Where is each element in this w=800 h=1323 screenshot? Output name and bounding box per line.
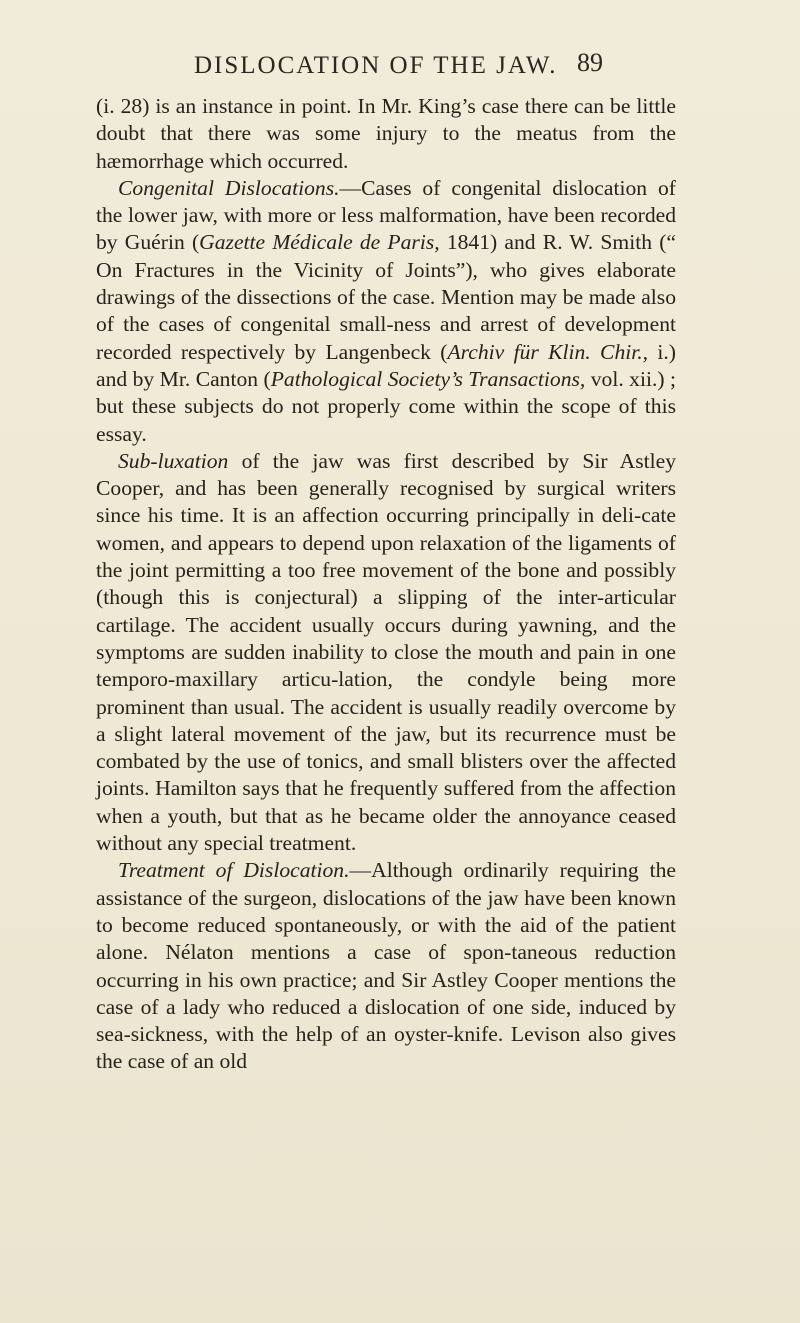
paragraph [96, 175, 676, 448]
text-run: (i. 28) is an instance in point. In Mr. King’s case there can be little doubt that there was some injury to the meatus from the hæmorrhage which occurred. [96, 94, 676, 173]
running-head: DISLOCATION OF THE JAW. [194, 52, 558, 79]
text-run: i.) and by Mr. Canton ( [96, 339, 676, 391]
italic-text-run: Congenital Dislocations. [118, 175, 340, 200]
italic-text-run: Treatment of Dislocation. [118, 858, 350, 883]
text-run: —Cases of congenital dislocation of the lower jaw, with more or less malformation, have been recorded by Guérin ( [96, 175, 676, 255]
page-number: 89 [577, 48, 603, 77]
italic-text-run: Gazette Médicale de Paris, [199, 230, 440, 255]
text-run: —Although ordinarily requiring the assistance of the surgeon, dislocations of the jaw have been known to become reduced spontaneously, or with the aid of the patient alone. Nélaton mentions a case of spon-taneous reduction occurring in his own practice; and Sir Astley Cooper mentions the case of a lady who reduced a dislocation of one side, induced by sea-sickness, with the help of an oyster-knife. Levison also gives the case of an old [96, 858, 676, 1074]
text-run: 1841) and R. W. Smith (“ On Fractures in the Vicinity of Joints”), who gives elaborate drawings of the dissections of the case. Mention may be made also of the cases of congenital small-ness and arrest of development recorded respectively by Langenbeck ( [96, 230, 676, 364]
paragraph [96, 448, 676, 857]
paragraph [96, 857, 676, 1075]
page-header [0, 48, 800, 86]
text-run: of the jaw was first described by Sir Astley Cooper, and has been generally recognised by surgical writers since his time. It is an affection occurring principally in deli-cate women, and appears to depend upon relaxation of the ligaments of the joint permitting a too free movement of the bone and possibly (though this is conjectural) a slipping of the inter-articular cartilage. The accident usually occurs during yawning, and the symptoms are sudden inability to close the mouth and pain in one temporo-maxillary articu-lation, the condyle being more prominent than usual. The accident is usually readily overcome by a slight lateral movement of the jaw, but its recurrence must be combated by the use of tonics, and small blisters over the affected joints. Hamilton says that he frequently suffered from the affection when a youth, but that as he became older the annoyance ceased without any special treatment. [96, 448, 676, 856]
italic-text-run: Sub-luxation [118, 448, 229, 473]
body-text [96, 93, 676, 1076]
paragraph [96, 93, 676, 175]
italic-text-run: Archiv für Klin. Chir., [447, 339, 649, 364]
text-run: vol. xii.) ; but these subjects do not properly come within the scope of this essay. [96, 366, 676, 446]
italic-text-run: Pathological Society’s Transactions, [270, 366, 586, 391]
